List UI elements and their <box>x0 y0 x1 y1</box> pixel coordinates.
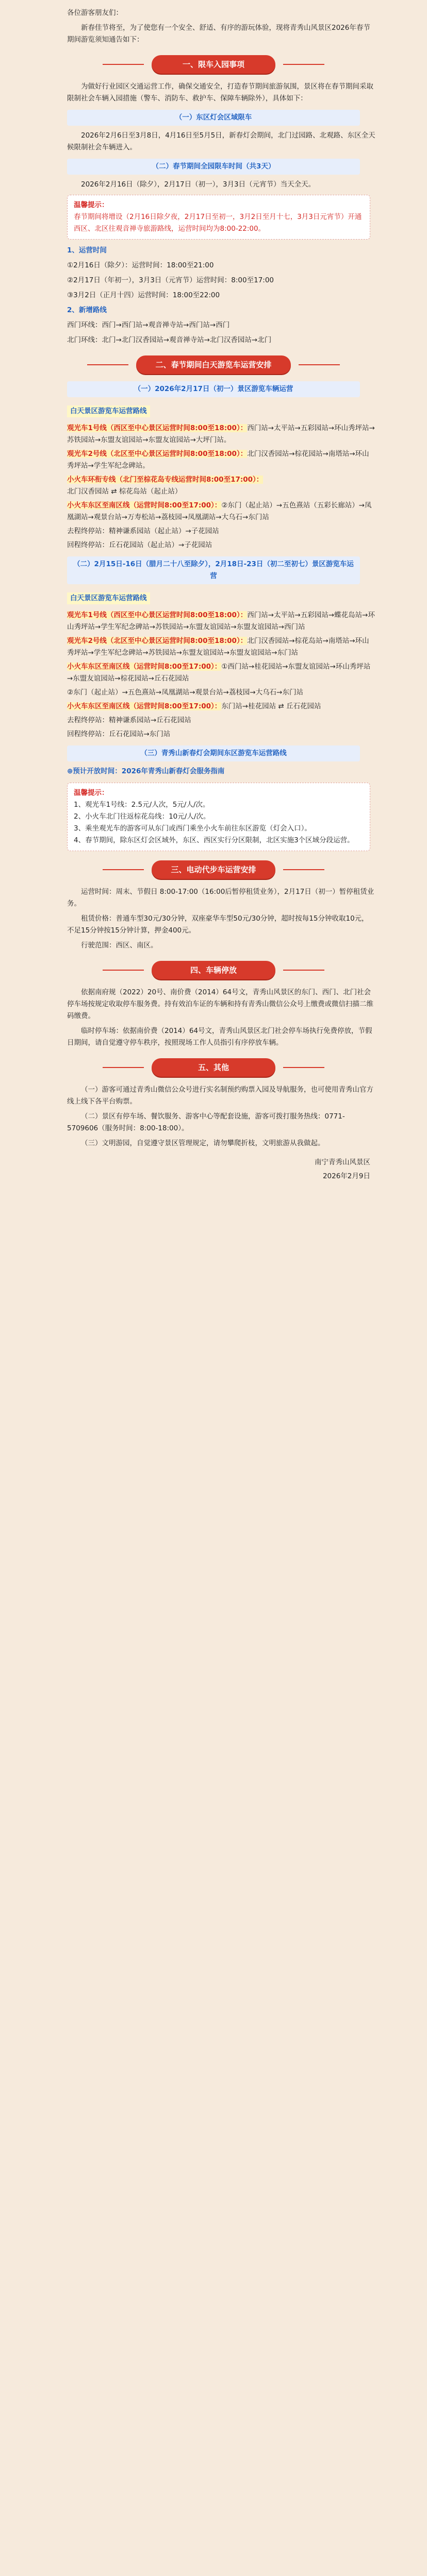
section-1-sub1-times: 2026年2月6日至3月8日，4月16日至5月5日，新春灯会期间，北门过园路、北观路、东区全天候限制社会车辆进入。 <box>67 131 375 151</box>
section-3-line: 租赁价格：普通车型30元/30分钟，双座豪华车型50元/30分钟，超时按每15分钟收取10元，不足15分钟按15分钟计算，押金400元。 <box>67 914 369 935</box>
section-1-body: 为做好行业园区交通运营工作，确保交通安全，打造春节期间旅游氛围，景区将在春节期间采取限制社会车辆入园措施（警车、消防车、救护车、保障车辆除外），具体如下： <box>67 82 373 103</box>
route-text: 去程终停站：精神谦系园站→丘石花园站 <box>67 716 191 724</box>
route-text: ②东门（起止站）→五色熹站（五彩长廊站）→凤凰湖站→观景台站→万寿松站→荔枝园→凤凰湖站→大乌石→东门站 <box>67 501 372 521</box>
route-head: 观光车1号线（西区至中心景区运营时间8:00至18:00）： <box>67 424 248 432</box>
route-text: 回程终停站：丘石花园站→东门站 <box>67 730 171 738</box>
footer-date: 2026年2月9日 <box>322 1172 370 1180</box>
route-item <box>67 728 375 740</box>
route-text: ②东门（起止站）→五色熹站→凤凰湖站→观景台站→荔枝园→大乌石→东门站 <box>67 688 303 697</box>
section-5-line: （一）游客可通过青秀山微信公众号进行实名制预约购票入园及导航服务，也可使用青秀山官方线上线下各平台购票。 <box>67 1086 373 1106</box>
route-text: 西门站→太平站→五彩园站→蝶花岛站→环山秀坪站→学生军纪念碑站→苏铁园站→东盟友谊园站→东盟友谊园站→西门站 <box>67 611 375 631</box>
footer-org: 南宁青秀山风景区 <box>315 1158 370 1166</box>
intro-paragraph: 新春佳节将至，为了使您有一个安全、舒适、有序的游玩体验，现将青秀山风景区2026年春节期间游览须知通告如下： <box>67 24 370 44</box>
route-head: 观光车2号线（北区至中心景区运营时间8:00至18:00）： <box>67 637 248 645</box>
schedule-title: 1、运营时间 <box>67 246 107 255</box>
tip-line: 4、春节期间，除东区灯会区域外，东区、西区实行分区限制，北区实施3个区域分段运营。 <box>74 836 354 844</box>
route-item <box>67 661 375 685</box>
route-item <box>67 526 375 537</box>
route-item <box>67 715 375 726</box>
schedule-line: ③3月2日（正月十四）运营时间：18:00至22:00 <box>67 291 220 299</box>
route-head: 小火车东区至南区线（运营时间8:00至17:00）： <box>67 702 222 710</box>
route-head: 观光车1号线（西区至中心景区运营时间8:00至18:00）： <box>67 611 248 619</box>
route-text: 北门汉香园站→棕花园站→南塔站→环山秀坪站→学生军纪念碑站。 <box>67 450 369 470</box>
route-head: 观光车2号线（北区至中心景区运营时间8:00至18:00）： <box>67 450 248 458</box>
section-4-line: 依据南府规（2022）20号、南价费（2014）64号文，青秀山风景区的东门、西门、北门社会停车场按规定收取停车服务费。持有效泊车证的车辆和持有青秀山微信公众号上缴费或微信扫描二维码缴费。 <box>67 988 373 1020</box>
route-line: 西门环线：西门→西门站→观音禅寺站→西门站→西门 <box>67 321 230 329</box>
route-item <box>67 609 375 633</box>
tip-line: 3、乘坐观光车的游客可从东门或西门乘坐小火车前往东区游览（灯会入口）。 <box>74 824 311 833</box>
section-1-sub2-title: （二）春节期间全园限车时间（共3天） <box>67 159 360 175</box>
section-1-sub2-times: 2026年2月16日（除夕），2月17日（初一），3月3日（元宵节）当天全天。 <box>81 180 316 189</box>
route-head: 小火车环衔专线（北门至棕花岛专线运营时间8:00至17:00）： <box>67 476 264 484</box>
route-text: 东门站→桂花园站 ⇄ 丘石花园站 <box>221 702 321 710</box>
route-item <box>67 701 375 713</box>
route-head: 小火车东区至南区线（运营时间8:00至17:00）： <box>67 501 222 510</box>
section-5-line: （三）文明游园，自觉遵守景区管理规定，请勿攀爬折枝，文明旅游从我做起。 <box>81 1139 325 1147</box>
guide-link[interactable] <box>67 766 370 777</box>
section-2-title: 二、春节期间白天游览车运营安排 <box>136 355 291 374</box>
routes-title: 2、新增路线 <box>67 306 107 314</box>
section-2-sub3-title: （三）青秀山新春灯会期间东区游览车运营路线 <box>67 745 360 761</box>
tip-title: 温馨提示： <box>74 201 109 209</box>
section-3-title: 三、电动代步车运营安排 <box>152 860 275 879</box>
section-1-sub1-title: （一）东区灯会区域限车 <box>67 110 360 126</box>
guide-link-text[interactable]: ⊕预计开放时间：2026年青秀山新春灯会服务指南 <box>67 767 225 775</box>
route-item <box>67 539 375 551</box>
schedule-line: ①2月16日（除夕）：运营时间：18:00至21:00 <box>67 261 214 269</box>
route-head: 小火车东区至南区线（运营时间8:00至17:00）： <box>67 663 222 671</box>
section-1-tip <box>67 195 370 240</box>
section-3-line: 行驶范围：西区、南区。 <box>81 941 158 950</box>
schedule-line: ②2月17日（年初一），3月3日（元宵节）运营时间：8:00至17:00 <box>67 276 274 284</box>
route-text: 去程终停站：精神谦系园站（起止站）→子花园站 <box>67 527 219 535</box>
route-item <box>67 422 375 446</box>
section-4-line: 临时停车场：依据南价费（2014）64号文，青秀山风景区北门社会停车场执行免费停放，节假日期间，请自觉遵守停车秩序，按照现场工作人员指引有序停放车辆。 <box>67 1027 372 1047</box>
route-item <box>67 500 375 523</box>
route-list-2 <box>67 609 375 740</box>
greeting: 各位游客朋友们： <box>67 9 123 17</box>
route-text: 北门汉香园站→棕花岛站→南塔站→环山秀坪站→学生军纪念碑站→苏铁园站→东盟友谊园站→东盟友谊园站→东门站 <box>67 637 369 657</box>
route-list-1 <box>67 422 375 551</box>
section-2-sub1-title: （一）2026年2月17日（初一）景区游览车辆运营 <box>67 381 360 397</box>
section-2-sub2-title: （二）2月15日-16日（腊月二十八至除夕），2月18日-23日（初二至初七）景区游览车运营 <box>67 556 360 584</box>
route-line: 北门环线：北门→北门汉香园站→观音禅寺站→北门汉香园站→北门 <box>67 336 272 344</box>
route-text: 北门汉香园站 ⇄ 棕花岛站（起止站） <box>67 487 182 496</box>
route-item <box>67 687 375 699</box>
tip-line: 1、观光车1号线：2.5元/人次，5元/人/次。 <box>74 801 210 809</box>
route-item <box>67 448 375 472</box>
route-text: 西门站→太平站→五彩园站→环山秀坪站→苏铁园站→东盟友谊园站→东盟友谊园站→大坪门站。 <box>67 424 375 444</box>
route-item <box>67 635 375 659</box>
section-5-title: 五、其他 <box>152 1058 275 1077</box>
route-text: 回程终停站：丘石花园站（起止站）→子花园站 <box>67 541 212 549</box>
section-3-line: 运营时间：周末、节假日 8:00-17:00（16:00后暂停租赁业务），2月17日（初一）暂停租赁业务。 <box>67 888 374 908</box>
tip-text: 春节期间将增设（2月16日除夕夜，2月17日至初一，3月2日至月十七，3月3日元宵节）开通西区、北区往观音禅寺旅游路线，运营时间均为8:00-22:00。 <box>74 213 362 233</box>
section-1-title: 一、限车入园事项 <box>152 55 275 74</box>
tip-line: 2、小火车北门往返棕花岛线：10元/人/次。 <box>74 812 210 821</box>
route-item <box>67 474 375 498</box>
tip-title: 温馨提示： <box>74 789 109 797</box>
section-2-tip <box>67 783 370 851</box>
route-text: ①西门站→桂花园站→东盟友谊园站→环山秀坪站→东盟友谊园站→棕花园站→丘石花园站 <box>67 663 371 683</box>
section-4-title: 四、车辆停放 <box>152 961 275 979</box>
section-2-day2-title: 白天景区游览车运营路线 <box>67 592 150 604</box>
section-5-line: （二）景区有停车场、餐饮服务、游客中心等配套设施，游客可拨打服务热线：0771-5709606（服务时间：8:00-18:00）。 <box>67 1112 345 1132</box>
section-2-day-title: 白天景区游览车运营路线 <box>67 405 150 417</box>
